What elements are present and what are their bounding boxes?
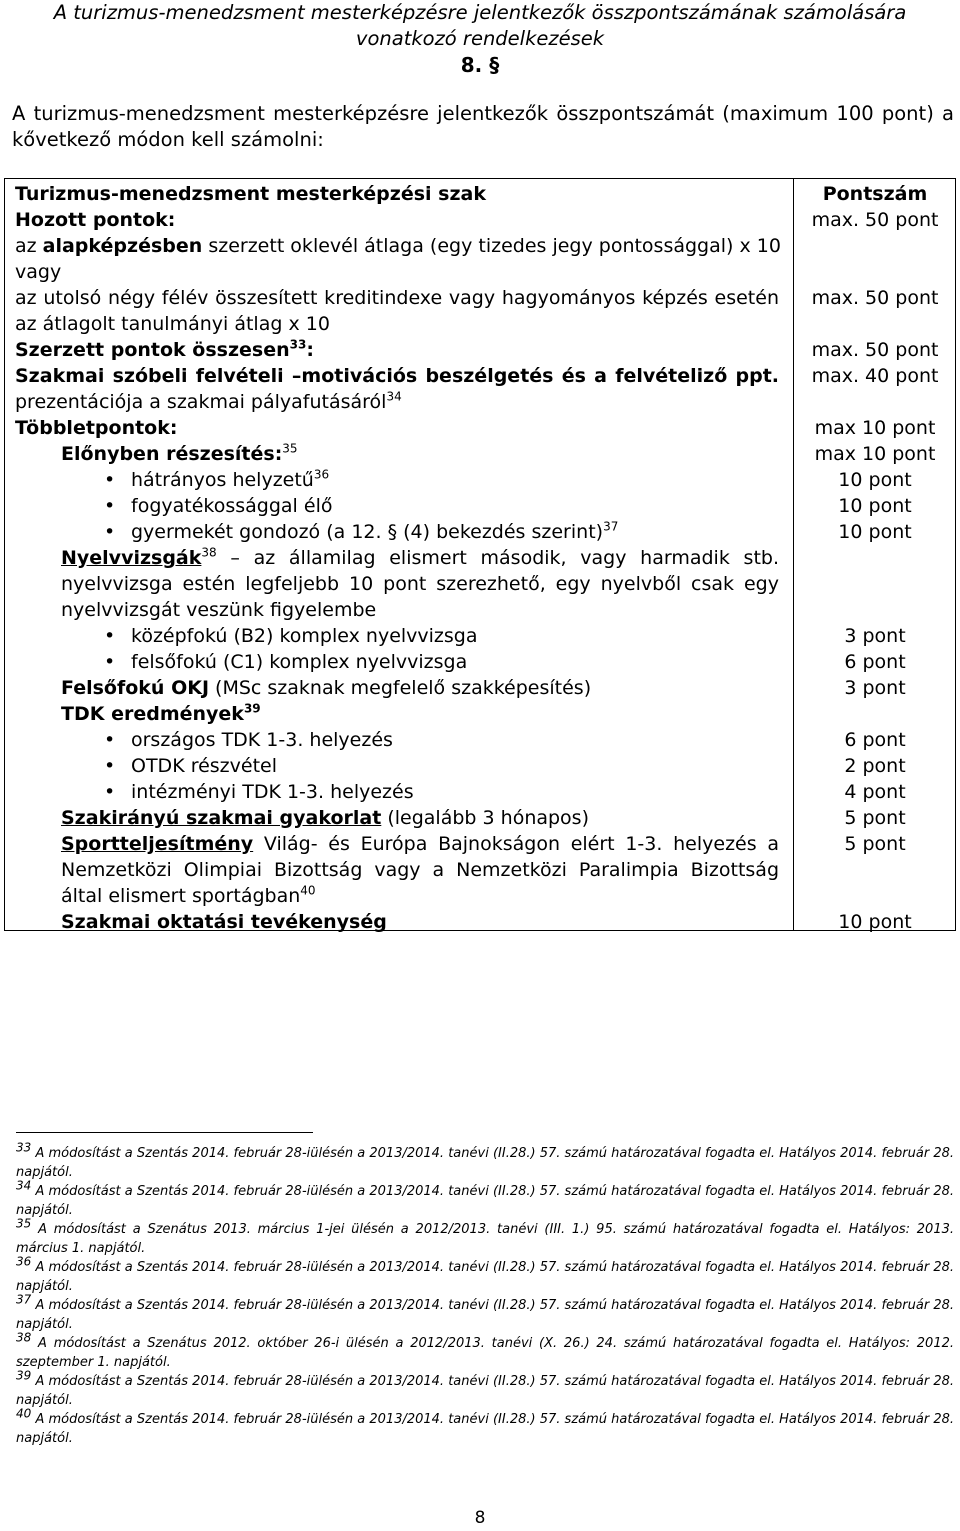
oktat-points: 10 pont — [838, 911, 912, 933]
nyelv-item: felsőfokú (C1) komplex nyelvvizsga — [131, 651, 468, 673]
diploma-row — [15, 233, 781, 259]
elony-points: max 10 pont — [814, 443, 936, 465]
footnote: $^{39}$ A módosítást a Szentás 2014. február 28-iülésén a 2013/2014. tanévi (II.28.) 57. számú határozatával fogadta el. Hatályos 2014. február 28. napjától. — [16, 1368, 954, 1408]
tobblet-points: max 10 pont — [814, 417, 936, 439]
score-header: Pontszám — [822, 183, 928, 205]
footnote: $^{40}$ A módosítást a Szentás 2014. február 28-iülésén a 2013/2014. tanévi (II.28.) 57. számú határozatával fogadta el. Hatályos 2014. február 28. napjától. — [16, 1406, 954, 1446]
elony-item-points: 10 pont — [838, 469, 912, 491]
bullet-icon: • — [104, 729, 116, 751]
bullet-icon: • — [104, 755, 116, 777]
diploma-pre: az — [15, 235, 43, 257]
program-name: Turizmus-menedzsment mesterképzési szak — [15, 183, 486, 205]
credit-points: max. 50 pont — [811, 287, 939, 309]
diploma-post: szerzett oklevél átlaga (egy tizedes jegy pontossággal) x 10 — [202, 235, 781, 257]
tdk-item: országos TDK 1-3. helyezés — [131, 729, 393, 751]
footnote: $^{35}$ A módosítást a Szenátus 2013. március 1-jei ülésén a 2012/2013. tanévi (III. 1.) 95. számú határozatával fogadta el. Hatályos: 2013. március 1. napjától. — [16, 1216, 954, 1256]
document-title — [0, 0, 960, 52]
nyelv-line-2: nyelvvizsga estén legfeljebb 10 pont szerezhető, egy nyelvből csak egy — [61, 573, 779, 595]
bullet-icon: • — [104, 495, 116, 517]
elony-item: hátrányos helyzetű$^{36}$ — [131, 467, 330, 491]
tdk-item-points: 4 pont — [844, 781, 906, 803]
gyak-row: Szakirányú szakmai gyakorlat (legalább 3 hónapos) — [61, 807, 589, 829]
or-text: vagy — [15, 261, 62, 283]
nyelv-item: középfokú (B2) komplex nyelvvizsga — [131, 625, 478, 647]
szerzett-points: max. 50 pont — [811, 339, 939, 361]
szerzett-label: Szerzett pontok összesen$^{33}$: — [15, 337, 314, 361]
footnote: $^{38}$ A módosítást a Szenátus 2012. október 26-i ülésén a 2012/2013. tanévi (X. 26.) 24. számú határozatával fogadta el. Hatályos: 2012. szeptember 1. napjától. — [16, 1330, 954, 1370]
footnote: $^{36}$ A módosítást a Szentás 2014. február 28-iülésén a 2013/2014. tanévi (II.28.) 57. számú határozatával fogadta el. Hatályos 2014. február 28. napjától. — [16, 1254, 954, 1294]
footnote-separator — [16, 1132, 313, 1133]
okj-points: 3 pont — [844, 677, 906, 699]
nyelv-line-1: Nyelvvizsgák$^{38}$ – az államilag elismert második, vagy harmadik stb. — [61, 545, 779, 569]
credit-line-1: az utolsó négy félév összesített kreditindexe vagy hagyományos képzés esetén — [15, 287, 779, 309]
bullet-icon: • — [104, 469, 116, 491]
elony-item: fogyatékossággal élő — [131, 495, 333, 517]
sport-line-1: Sportteljesítmény Világ- és Európa Bajnokságon elért 1-3. helyezés a — [61, 833, 779, 855]
hozott-label: Hozott pontok: — [15, 209, 176, 231]
column-divider — [793, 179, 794, 930]
oktat-label: Szakmai oktatási tevékenység — [61, 911, 387, 933]
page-number: 8 — [474, 1508, 486, 1528]
oral-line-2: prezentációja a szakmai pályafutásáról$^{34}$ — [15, 389, 402, 413]
sport-points: 5 pont — [844, 833, 906, 855]
nyelv-line-3: nyelvvizsgát veszünk figyelembe — [61, 599, 377, 621]
footnote: $^{34}$ A módosítást a Szentás 2014. február 28-iülésén a 2013/2014. tanévi (II.28.) 57. számú határozatával fogadta el. Hatályos 2014. február 28. napjától. — [16, 1178, 954, 1218]
elony-item: gyermekét gondozó (a 12. § (4) bekezdés szerint)$^{37}$ — [131, 519, 619, 543]
nyelv-item-points: 3 pont — [844, 625, 906, 647]
footnote: $^{33}$ A módosítást a Szentás 2014. február 28-iülésén a 2013/2014. tanévi (II.28.) 57. számú határozatával fogadta el. Hatályos 2014. február 28. napjától. — [16, 1140, 954, 1180]
diploma-bold: alapképzésben — [42, 235, 203, 257]
tobblet-label: Többletpontok: — [15, 417, 178, 439]
tdk-label: TDK eredmények$^{39}$ — [61, 701, 261, 725]
tdk-item-points: 6 pont — [844, 729, 906, 751]
tdk-item-points: 2 pont — [844, 755, 906, 777]
elony-item-points: 10 pont — [838, 495, 912, 517]
sport-line-2: Nemzetközi Olimpiai Bizottság vagy a Nemzetközi Paralimpia Bizottság — [61, 859, 779, 881]
hozott-points: max. 50 pont — [811, 209, 939, 231]
oral-points: max. 40 pont — [811, 365, 939, 387]
title-line-1: A turizmus-menedzsment mesterképzésre jelentkezők összpontszámának számolására — [53, 1, 907, 24]
tdk-item: OTDK részvétel — [131, 755, 277, 777]
gyak-points: 5 pont — [844, 807, 906, 829]
elony-label: Előnyben részesítés:$^{35}$ — [61, 441, 298, 465]
elony-item-points: 10 pont — [838, 521, 912, 543]
okj-row: Felsőfokú OKJ (MSc szaknak megfelelő szakképesítés) — [61, 677, 592, 699]
title-line-2: vonatkozó rendelkezések — [355, 27, 605, 50]
credit-line-2: az átlagolt tanulmányi átlag x 10 — [15, 313, 330, 335]
tdk-item: intézményi TDK 1-3. helyezés — [131, 781, 414, 803]
bullet-icon: • — [104, 521, 116, 543]
oral-line-1: Szakmai szóbeli felvételi –motivációs beszélgetés és a felvételiző ppt. — [15, 365, 779, 387]
nyelv-item-points: 6 pont — [844, 651, 906, 673]
footnote: $^{37}$ A módosítást a Szentás 2014. február 28-iülésén a 2013/2014. tanévi (II.28.) 57. számú határozatával fogadta el. Hatályos 2014. február 28. napjától. — [16, 1292, 954, 1332]
bullet-icon: • — [104, 781, 116, 803]
intro-paragraph: A turizmus-menedzsment mesterképzésre jelentkezők összpontszámát (maximum 100 pont) a kővetkező módon kell számolni: — [12, 102, 954, 151]
sport-line-3: által elismert sportágban$^{40}$ — [61, 883, 316, 907]
bullet-icon: • — [104, 625, 116, 647]
points-table — [4, 178, 956, 931]
section-number: 8. § — [460, 53, 500, 77]
bullet-icon: • — [104, 651, 116, 673]
